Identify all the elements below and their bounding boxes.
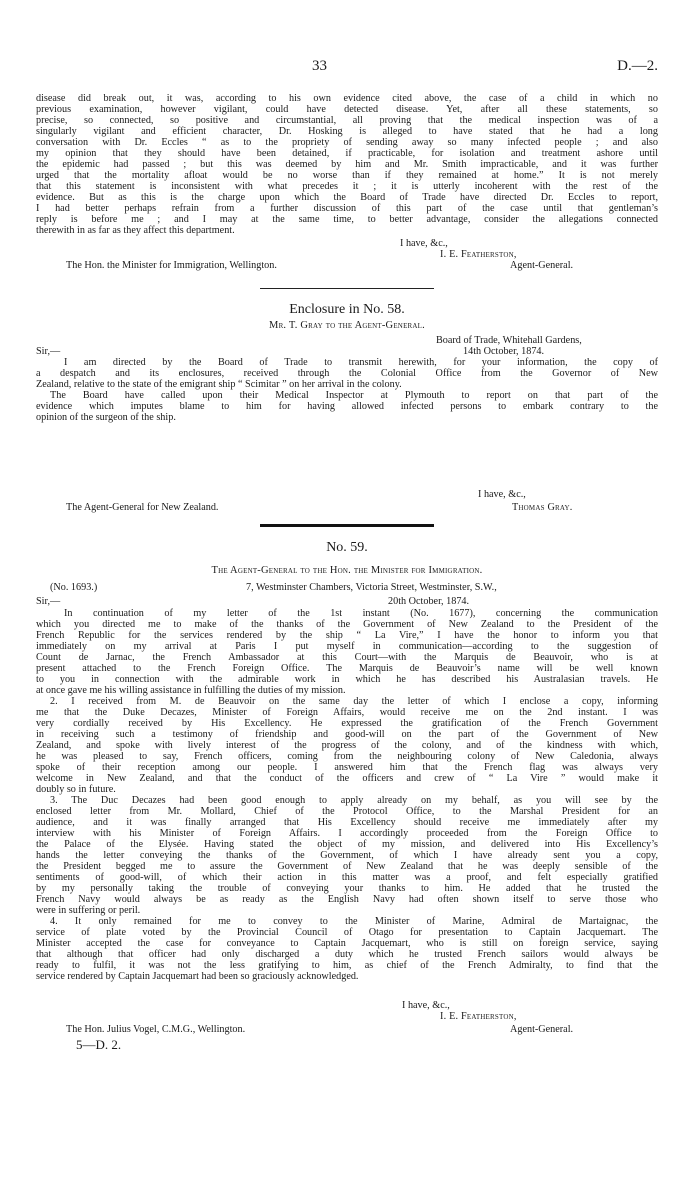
document-code: D.—2. xyxy=(617,58,658,74)
addressee: The Hon. Julius Vogel, C.M.G., Wellington. xyxy=(66,1024,246,1035)
closing: I have, &c., xyxy=(400,238,448,249)
document-page xyxy=(36,0,658,1181)
text-line: The Board have called upon their Medical Inspector at Plymouth to report on that part of the xyxy=(50,390,658,401)
text-line: the Palace of the Elysée. Having stated the object of my mission, and delivered into His Excellency’s xyxy=(36,839,658,850)
text-line: 4. It only remained for me to convey to the Minister of Marine, Admiral de Martaignac, the xyxy=(50,916,658,927)
text-line: were in suffering or peril. xyxy=(36,905,141,916)
text-line: I had better perhaps refrain from a further discussion of this part of the case until that gentleman’s xyxy=(36,203,658,214)
text-line: the epidemic had passed ; but this was deemed by him and Mr. Smith impracticable, and it was further xyxy=(36,159,658,170)
sender-address: Board of Trade, Whitehall Gardens, xyxy=(436,335,582,346)
text-line: spoke of their reception among our people. I answered him that the French flag was always very xyxy=(36,762,658,773)
page-number: 33 xyxy=(312,58,327,74)
text-line: reply is before me ; and I may at the same time, to better advantage, consider the allegations connected xyxy=(36,214,658,225)
text-line: which you directed me to make of the thanks of the Government of New Zealand to the President of the xyxy=(36,619,658,630)
text-line: urged that the mortality afloat would be no worse than if they remained at home.” It is not merely xyxy=(36,170,658,181)
salutation: Sir,— xyxy=(36,346,61,357)
text-line: Count de Jarnac, the French Ambassador at this Court—with the Marquis de Beauvoir, who is at xyxy=(36,652,658,663)
text-line: immediately on my arrival at Paris I put myself in communication—according to the suggestion of xyxy=(36,641,658,652)
text-line: service of plate voted by the Provincial Council of Otago for presentation to Captain Jacquemart. The xyxy=(36,927,658,938)
signer-name: I. E. Featherston, xyxy=(440,249,517,260)
section-divider xyxy=(260,288,434,289)
text-line: me that the Duke Decazes, Minister of Foreign Affairs, would receive me on the 2nd instant. I was xyxy=(36,707,658,718)
text-line: 3. The Duc Decazes had been good enough to apply already on my behalf, as you will see by the xyxy=(50,795,658,806)
text-line: interview with his Minister of Foreign Affairs. I accordingly proceeded from the Foreign Office to xyxy=(36,828,658,839)
signer-title: Agent-General. xyxy=(510,1024,574,1035)
text-line: evidence. But as this is the charge upon which the Board of Trade have directed Dr. Eccles to report, xyxy=(36,192,658,203)
text-line: ready to fulfil, it was not the less gratifying to him, as chief of the French Admiralty, to find that the xyxy=(36,960,658,971)
text-line: enclosed letter from Mr. Mollard, Chief of the Protocol Office, to the Marshal President for an xyxy=(36,806,658,817)
signer-name: Thomas Gray. xyxy=(512,502,573,513)
text-line: my opinion that they should have been detained, if practicable, for isolation and treatment ashore until xyxy=(36,148,658,159)
enclosure-body xyxy=(36,357,658,423)
text-line: doubly so in future. xyxy=(36,784,116,795)
signer-name: I. E. Featherston, xyxy=(440,1011,517,1022)
letter-reference: (No. 1693.) xyxy=(50,582,98,593)
signer-title: Agent-General. xyxy=(510,260,574,271)
text-line: that although that officer had only discharged a duty which he trusted French sailors would always be xyxy=(36,949,658,960)
enclosure-from-to: Mr. T. Gray to the Agent-General. xyxy=(269,320,425,331)
letter-number-title: No. 59. xyxy=(326,540,368,555)
text-line: he was pleased to say, French officers, coming from the neighbouring colony of New Caledonia, always xyxy=(36,751,658,762)
addressee: The Hon. the Minister for Immigration, Wellington. xyxy=(66,260,277,271)
text-line: a despatch and its enclosures, received through the Colonial Office from the Governor of New xyxy=(36,368,658,379)
text-line: Minister accepted the case for conveyance to Captain Jacquemart, who is still on foreign service, saying xyxy=(36,938,658,949)
text-line: precise, so connected, so positive and circumstantial, all proving that the medical inspection was of a xyxy=(36,115,658,126)
text-line: to you in connection with the admirable work in which he has described his Australasian travels. He xyxy=(36,674,658,685)
text-line: disease did break out, it was, according to his own evidence cited above, the case of a child in which no xyxy=(36,93,658,104)
letter-59-body xyxy=(36,608,658,982)
text-line: present attached to the French Foreign Office. The Marquis de Beauvoir’s name will be well known xyxy=(36,663,658,674)
text-line: Zealand, and spoke with lively interest of the progress of the colony, and of the kindness with which, xyxy=(36,740,658,751)
text-line: evidence which imputes blame to him for having allowed infected persons to embark contrary to the xyxy=(36,401,658,412)
letter-date: 14th October, 1874. xyxy=(463,346,545,357)
signature-mark: 5—D. 2. xyxy=(76,1037,122,1052)
text-line: French Republic for the services rendered by the ship “ La Vire,” I have the honor to inform you that xyxy=(36,630,658,641)
text-line: opinion of the surgeon of the ship. xyxy=(36,412,176,423)
text-line: In continuation of my letter of the 1st instant (No. 1677), concerning the communication xyxy=(64,608,658,619)
text-line: very cordially received by His Excellency. He expressed the gratification of the French Government xyxy=(36,718,658,729)
salutation: Sir,— xyxy=(36,596,61,607)
closing: I have, &c., xyxy=(402,1000,450,1011)
text-line: I am directed by the Board of Trade to transmit herewith, for your information, the copy of xyxy=(64,357,658,368)
text-line: audience, and it was finally arranged that His Excellency should receive me immediately after my xyxy=(36,817,658,828)
text-line: by my personally taking the trouble of conveying your thanks to him. He added that he trusted the xyxy=(36,883,658,894)
section-divider xyxy=(260,524,434,527)
sender-address: 7, Westminster Chambers, Victoria Street, Westminster, S.W., xyxy=(246,582,497,593)
text-line: 2. I received from M. de Beauvoir on the same day the letter of which I enclose a copy, informing xyxy=(50,696,658,707)
letter-from-to: The Agent-General to the Hon. the Minister for Immigration. xyxy=(211,565,483,576)
letter-58-body xyxy=(36,93,658,236)
closing: I have, &c., xyxy=(478,489,526,500)
addressee: The Agent-General for New Zealand. xyxy=(66,502,219,513)
letter-date: 20th October, 1874. xyxy=(388,596,470,607)
text-line: French Navy would always be as ready as the English Navy had often shown itself to serve those who xyxy=(36,894,658,905)
text-line: that this statement is inconsistent with what precedes it ; it is utterly incoherent with the rest of the xyxy=(36,181,658,192)
text-line: in receiving such a testimony of friendship and good-will on the part of the Government of New xyxy=(36,729,658,740)
text-line: singularly vigilant and efficient character, Dr. Hosking is alleged to have stated that he had a long xyxy=(36,126,658,137)
text-line: hands the letter conveying the thanks of the Government, of which I have already sent you a copy, xyxy=(36,850,658,861)
text-line: welcome in New Zealand, and that the conduct of the officers and crew of “ La Vire ” would make it xyxy=(36,773,658,784)
text-line: the President begged me to assure the Government of New Zealand that he was deeply sensible of the xyxy=(36,861,658,872)
text-line: Zealand, relative to the state of the emigrant ship “ Scimitar ” on her arrival in the colony. xyxy=(36,379,402,390)
text-line: at once gave me his willing assistance in fulfilling the duties of my mission. xyxy=(36,685,346,696)
enclosure-title: Enclosure in No. 58. xyxy=(289,302,405,317)
text-line: therewith in as far as they affect this department. xyxy=(36,225,235,236)
text-line: service rendered by Captain Jacquemart had been so graciously acknowledged. xyxy=(36,971,359,982)
text-line: conversation with Dr. Eccles “ as to the propriety of sending away so many infected people ; and also xyxy=(36,137,658,148)
text-line: sentiments of good-will, of which their action in this matter was a proof, and felt especially gratified xyxy=(36,872,658,883)
text-line: previous examination, however vigilant, could have detected disease. Yet, after all these statements, so xyxy=(36,104,658,115)
